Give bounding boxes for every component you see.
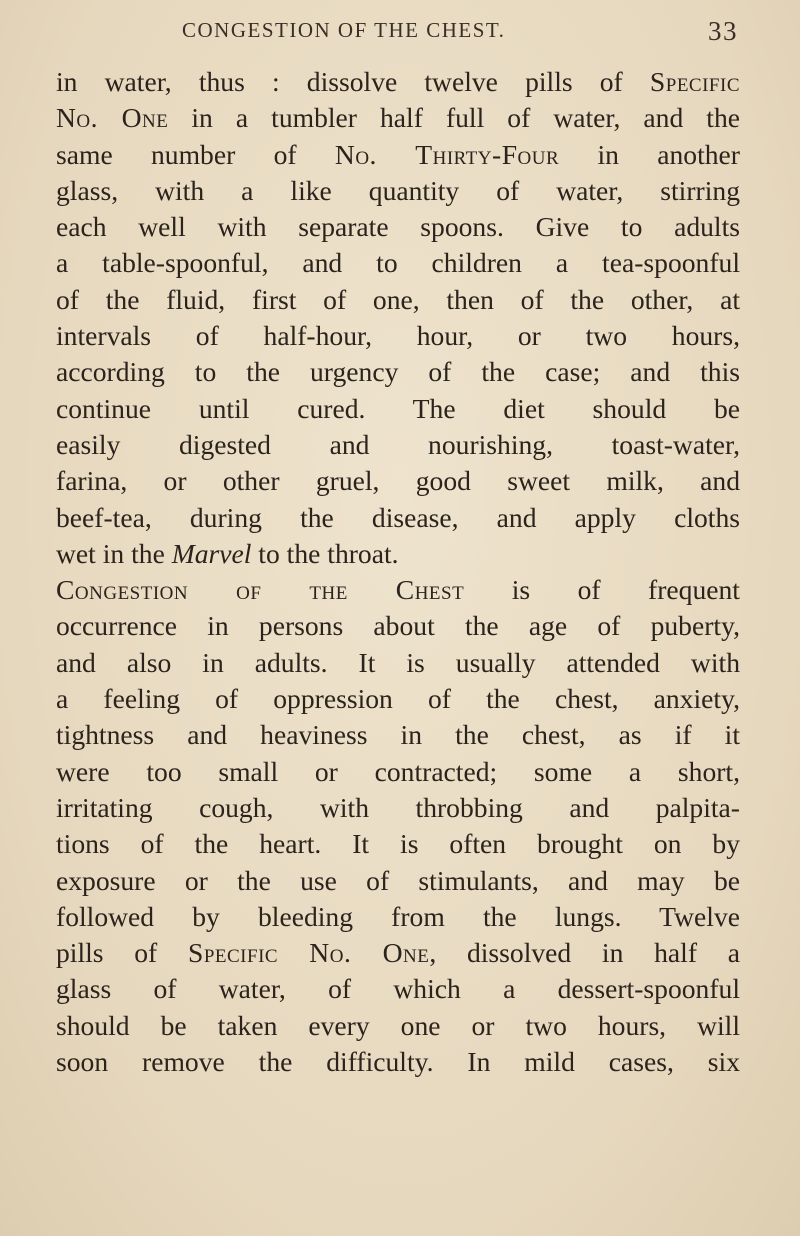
text-line	[56, 971, 740, 1007]
text-run: of the fluid, first of one, then of the other, at	[56, 283, 740, 315]
text-run: glass of water, of which a dessert-spoonful	[56, 973, 740, 1005]
text-run: , dissolved in half a	[429, 937, 740, 969]
text-line	[56, 790, 740, 826]
text-run: were too small or contracted; some a short,	[56, 755, 740, 787]
page-number: 33	[708, 16, 738, 46]
text-line	[56, 1044, 740, 1080]
text-run: soon remove the difficulty. In mild cases, six	[56, 1046, 740, 1078]
text-line	[56, 500, 740, 536]
text-line	[56, 754, 740, 790]
small-caps-run: Congestion of the Chest	[56, 574, 465, 606]
running-head	[56, 14, 740, 54]
text-line	[56, 608, 740, 644]
text-run: should be taken every one or two hours, will	[56, 1009, 740, 1041]
text-run: occurrence in persons about the age of puberty,	[56, 610, 740, 642]
text-line	[56, 64, 740, 100]
text-run: same number of	[56, 138, 335, 170]
text-run: tions of the heart. It is often brought on by	[56, 828, 740, 860]
text-line	[56, 427, 740, 463]
text-run: in another	[559, 138, 740, 170]
text-line	[56, 681, 740, 717]
text-run: irritating cough, with throbbing and palpita-	[56, 791, 740, 823]
text-line	[56, 536, 740, 572]
small-caps-run: Specific	[649, 66, 740, 97]
text-run: tightness and heaviness in the chest, as if it	[56, 719, 740, 751]
text-run: in a tumbler half full of water, and the	[168, 102, 741, 134]
text-run: exposure or the use of stimulants, and may be	[56, 864, 740, 896]
text-run: each well with separate spoons. Give to adults	[56, 211, 740, 243]
text-line	[56, 137, 740, 173]
text-line	[56, 463, 740, 499]
body-text	[56, 64, 740, 1080]
text-line	[56, 354, 740, 390]
text-run: continue until cured. The diet should be	[56, 392, 740, 424]
text-line	[56, 391, 740, 427]
text-run: intervals of half-hour, hour, or two hours,	[56, 320, 740, 352]
small-caps-run: No. Thirty-Four	[334, 138, 560, 170]
text-line	[56, 717, 740, 753]
text-line	[56, 1008, 740, 1044]
text-run: followed by bleeding from the lungs. Twelve	[56, 900, 740, 932]
small-caps-run: No. One	[56, 102, 169, 134]
text-run: pills of	[56, 937, 188, 969]
text-run: according to the urgency of the case; and this	[56, 356, 740, 388]
text-run: easily digested and nourishing, toast-water,	[56, 428, 740, 460]
text-run: is of frequent	[464, 574, 740, 606]
italic-run: Marvel	[171, 537, 252, 569]
text-line	[56, 282, 740, 318]
text-run: beef-tea, during the disease, and apply cloths	[56, 501, 740, 533]
small-caps-run: Specific No. One	[187, 937, 430, 969]
text-line	[56, 645, 740, 681]
text-line	[56, 899, 740, 935]
text-run: wet in the	[56, 537, 172, 569]
text-run: to the throat.	[251, 537, 399, 569]
text-line	[56, 245, 740, 281]
text-line	[56, 209, 740, 245]
text-run: a table-spoonful, and to children a tea-spoonful	[56, 247, 740, 279]
text-line	[56, 863, 740, 899]
text-run: in water, thus : dissolve twelve pills of	[56, 66, 650, 97]
text-line	[56, 826, 740, 862]
text-line	[56, 100, 740, 136]
text-line	[56, 572, 740, 608]
text-line	[56, 318, 740, 354]
text-line	[56, 173, 740, 209]
text-run: glass, with a like quantity of water, stirring	[56, 174, 740, 206]
text-run: and also in adults. It is usually attended with	[56, 646, 740, 678]
text-run: a feeling of oppression of the chest, anxiety,	[56, 683, 740, 715]
text-run: farina, or other gruel, good sweet milk, and	[56, 465, 740, 497]
text-line	[56, 935, 740, 971]
book-page	[56, 0, 740, 1236]
running-title: CONGESTION OF THE CHEST.	[182, 18, 506, 42]
